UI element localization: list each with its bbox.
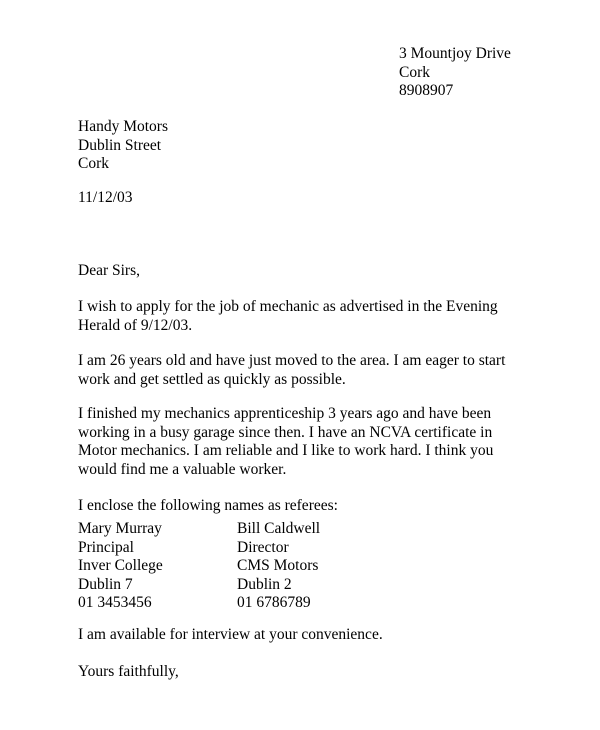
- paragraph-line: Motor mechanics. I am reliable and I like to work hard. I think you: [78, 442, 494, 459]
- paragraph-line: I enclose the following names as referees:: [78, 497, 338, 514]
- paragraph-about: [78, 352, 505, 389]
- paragraph-referees-intro: [78, 497, 338, 516]
- referee-phone: 01 3453456: [78, 594, 152, 611]
- date-text: 11/12/03: [78, 189, 133, 206]
- paragraph-line: I am available for interview at your convenience.: [78, 626, 383, 643]
- referee-organization: CMS Motors: [237, 557, 319, 574]
- paragraph-availability: [78, 626, 383, 645]
- paragraph-line: would find me a valuable worker.: [78, 460, 287, 478]
- paragraph-line: work and get settled as quickly as possible.: [78, 370, 346, 388]
- referee-city: Dublin 2: [237, 575, 292, 593]
- sender-phone: 8908907: [399, 82, 454, 99]
- referee-title: Director: [237, 538, 289, 556]
- closing: [78, 663, 179, 682]
- paragraph-line: I am 26 years old and have just moved to the area. I am eager to start: [78, 352, 506, 369]
- referee-phone: 01 6786789: [237, 594, 311, 611]
- sender-city: Cork: [399, 63, 430, 81]
- recipient-city: Cork: [78, 155, 109, 172]
- referee-organization: Inver College: [78, 557, 163, 574]
- salutation: [78, 262, 140, 281]
- recipient-company: Handy Motors: [78, 118, 168, 135]
- recipient-address: [78, 118, 168, 174]
- sender-street: 3 Mountjoy Drive: [399, 45, 511, 62]
- referee-name: Bill Caldwell: [237, 520, 321, 537]
- paragraph-application: [78, 298, 498, 335]
- recipient-street: Dublin Street: [78, 136, 162, 154]
- referee-2: [237, 520, 320, 613]
- referee-1: [78, 520, 163, 613]
- paragraph-line: Herald of 9/12/03.: [78, 316, 193, 334]
- referee-name: Mary Murray: [78, 520, 162, 537]
- closing-text: Yours faithfully,: [78, 663, 179, 680]
- salutation-text: Dear Sirs,: [78, 262, 140, 279]
- paragraph-line: working in a busy garage since then. I have an NCVA certificate in: [78, 423, 493, 441]
- paragraph-line: I finished my mechanics apprenticeship 3 years ago and have been: [78, 405, 492, 422]
- paragraph-line: I wish to apply for the job of mechanic as advertised in the Evening: [78, 298, 498, 315]
- letter-date: [78, 189, 133, 208]
- sender-address: [399, 45, 511, 101]
- referee-city: Dublin 7: [78, 575, 133, 593]
- referee-title: Principal: [78, 538, 134, 556]
- paragraph-experience: [78, 405, 493, 479]
